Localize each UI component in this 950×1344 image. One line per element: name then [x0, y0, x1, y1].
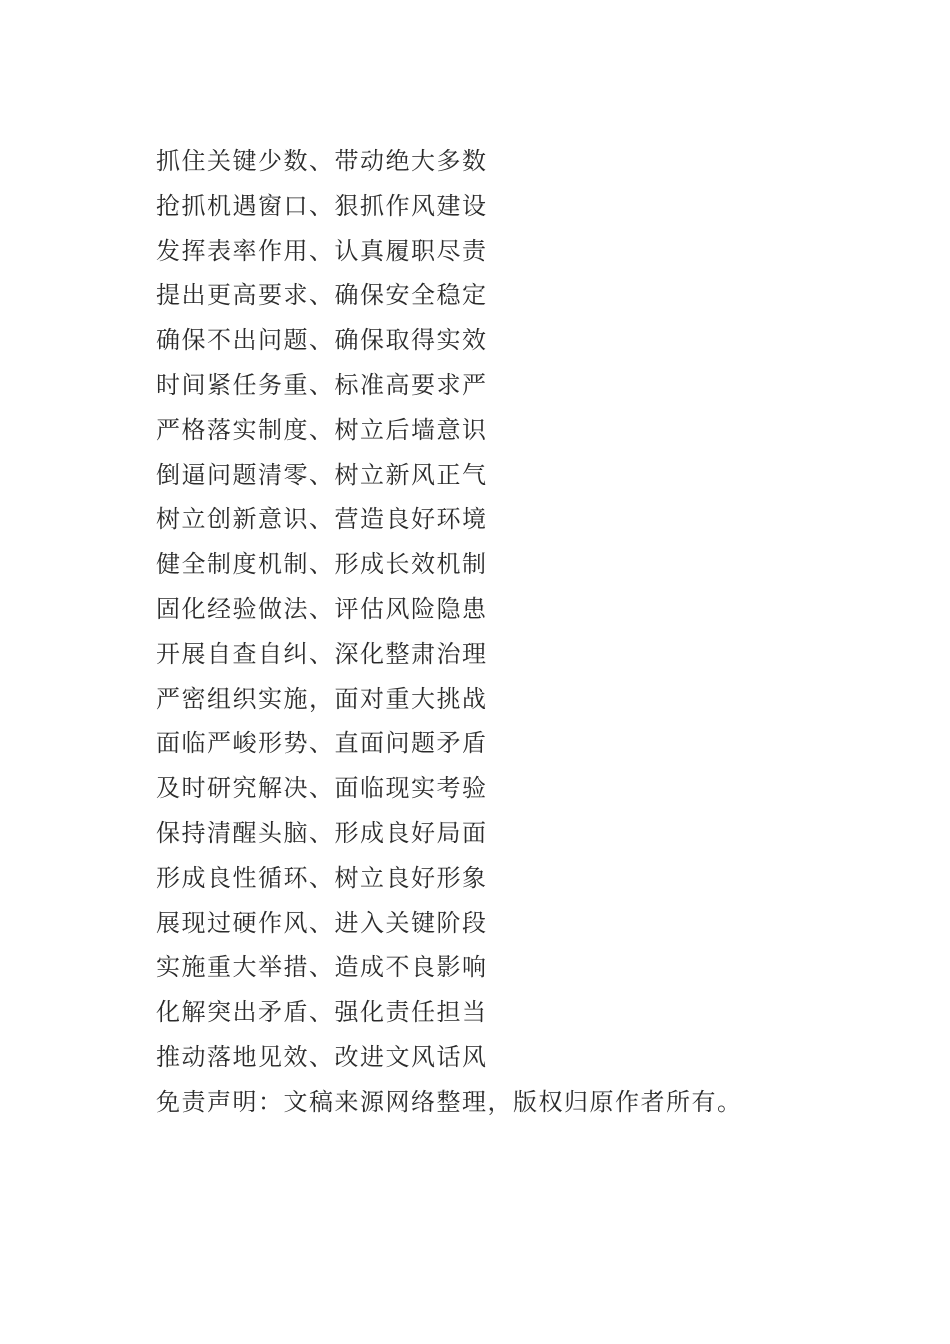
- phrase-line: 树立创新意识、营造良好环境: [156, 507, 488, 534]
- phrase-line: 及时研究解决、面临现实考验: [156, 776, 488, 803]
- text-block: [156, 140, 806, 1126]
- phrase-line: 严密组织实施，面对重大挑战: [156, 686, 488, 713]
- phrase-line: 固化经验做法、评估风险隐患: [156, 596, 488, 623]
- phrase-line: 健全制度机制、形成长效机制: [156, 552, 488, 579]
- phrase-line: 倒逼问题清零、树立新风正气: [156, 462, 488, 489]
- disclaimer-text: 免责声明：文稿来源网络整理，版权归原作者所有。: [156, 1089, 743, 1116]
- phrase-line: 展现过硬作风、进入关键阶段: [156, 910, 488, 937]
- phrase-line: 保持清醒头脑、形成良好局面: [156, 820, 488, 847]
- phrase-line: 开展自查自纠、深化整肃治理: [156, 641, 488, 668]
- phrase-line: 抢抓机遇窗口、狠抓作风建设: [156, 193, 488, 220]
- phrase-line: 形成良性循环、树立良好形象: [156, 865, 488, 892]
- phrase-line: 实施重大举措、造成不良影响: [156, 955, 488, 982]
- phrase-line: 提出更高要求、确保安全稳定: [156, 283, 488, 310]
- phrase-list: [156, 140, 806, 1081]
- phrase-line: 时间紧任务重、标准高要求严: [156, 372, 488, 399]
- phrase-line: 面临严峻形势、直面问题矛盾: [156, 731, 488, 758]
- phrase-line: 抓住关键少数、带动绝大多数: [156, 149, 488, 175]
- phrase-line: 确保不出问题、确保取得实效: [156, 328, 488, 355]
- phrase-line: 严格落实制度、树立后墙意识: [156, 417, 488, 444]
- phrase-line: 化解突出矛盾、强化责任担当: [156, 1000, 488, 1027]
- phrase-line: 推动落地见效、改进文风话风: [156, 1044, 488, 1071]
- phrase-line: 发挥表率作用、认真履职尽责: [156, 238, 488, 265]
